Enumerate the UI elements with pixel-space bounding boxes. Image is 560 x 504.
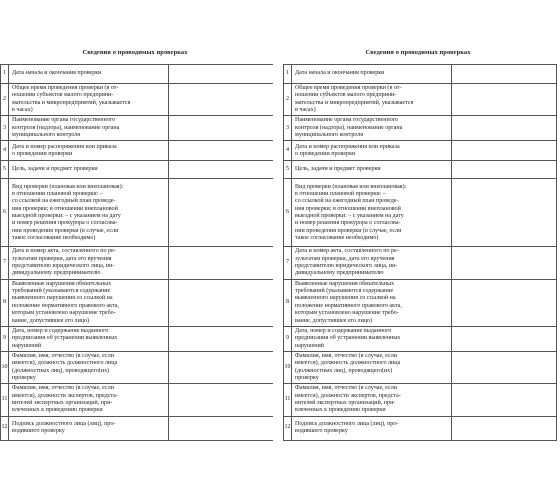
row-number: 10	[1, 351, 9, 383]
row-label	[292, 279, 452, 326]
entry-cell	[169, 116, 274, 141]
table-row	[1, 179, 274, 247]
row-label	[292, 247, 452, 279]
table-row	[1, 116, 274, 141]
row-label-line: выявленного нарушения со ссылкой на	[12, 295, 113, 302]
table-row	[284, 326, 557, 351]
row-label-line: Фамилия, имя, отчество (в случае, если	[295, 385, 397, 392]
row-number: 1	[1, 65, 9, 84]
row-label-line: контроля (надзора), наименование органа	[295, 124, 403, 131]
row-label-line: ношении субъектов малого предприни-	[295, 92, 397, 99]
row-label-line: зультатам проверки, дата его вручения	[295, 255, 395, 262]
row-label-line: в часах)	[295, 107, 316, 114]
row-label-line: (должностных лиц), проводящего(их)	[12, 367, 110, 374]
row-label-line: Наименование органа государственного	[295, 117, 399, 124]
row-label	[292, 65, 452, 84]
row-label-line: выездной проверки: – с указанием на дату	[12, 212, 121, 219]
table-row	[1, 84, 274, 116]
table-row	[284, 279, 557, 326]
row-label-line: со ссылкой на ежегодный план проведе-	[12, 198, 116, 205]
row-number: 4	[1, 141, 9, 161]
row-label-line: Цель, задачи и предмет проверки	[12, 166, 98, 173]
row-label	[9, 247, 169, 279]
row-label	[9, 141, 169, 161]
entry-cell	[452, 416, 557, 440]
row-label-line: Дата, номер и содержание выданного	[12, 327, 109, 334]
row-number: 8	[1, 279, 9, 326]
table-row	[1, 351, 274, 383]
row-label-line: представителю юридического лица, ин-	[12, 263, 115, 270]
row-label-line: имеется), должности экспертов, предста-	[295, 392, 401, 399]
row-label-line: водившего проверку	[295, 428, 348, 435]
row-label	[292, 161, 452, 179]
entry-cell	[452, 116, 557, 141]
row-label-line: и номер решения прокурора о согласова-	[12, 220, 118, 227]
row-label-line: мательства и микропредприятий, указывается	[295, 99, 414, 106]
row-label	[9, 384, 169, 416]
row-label-line: требований (указываются содержание	[12, 288, 111, 295]
row-label-line: и номер решения прокурора о согласова-	[295, 220, 401, 227]
inspection-table	[0, 64, 274, 441]
entry-cell	[169, 384, 274, 416]
table-row	[284, 161, 557, 179]
row-label-line: влеченных к проведению проверки	[12, 407, 103, 414]
row-label-line: контроля (надзора), наименование органа	[12, 124, 120, 131]
table-row	[284, 179, 557, 247]
row-label-line: муниципального контроля	[12, 132, 81, 139]
table-row	[1, 161, 274, 179]
row-label-line: Вид проверки (плановая или внеплановая):	[295, 183, 407, 190]
table-row	[284, 416, 557, 440]
page-gutter	[273, 0, 283, 504]
row-label-line: предписания об устранении выявленных	[295, 335, 401, 342]
form-title: Сведения о проводимых проверках	[365, 49, 471, 56]
table-row	[1, 416, 274, 440]
entry-cell	[169, 279, 274, 326]
entry-cell	[169, 326, 274, 351]
row-label-line: выездной проверки: – с указанием на дату	[295, 212, 404, 219]
row-label-line: имеется), должность должностного лица	[12, 360, 118, 367]
row-label-line: мательства и микропредприятий, указывается	[12, 99, 131, 106]
row-label-line: вание, допустившее его лицо)	[295, 317, 373, 324]
entry-cell	[452, 351, 557, 383]
row-number: 6	[284, 179, 292, 247]
entry-cell	[169, 179, 274, 247]
entry-cell	[452, 84, 557, 116]
row-label-line: ния проверки; в отношении внеплановой	[12, 205, 118, 212]
row-number: 9	[1, 326, 9, 351]
row-label-line: дивидуальному предпринимателю	[295, 270, 384, 277]
row-label-line: имеется), должности экспертов, предста-	[12, 392, 118, 399]
entry-cell	[452, 279, 557, 326]
row-number: 10	[284, 351, 292, 383]
row-label-line: (должностных лиц), проводящего(их)	[295, 367, 393, 374]
entry-cell	[169, 141, 274, 161]
row-label-line: со ссылкой на ежегодный план проведе-	[295, 198, 399, 205]
row-label-line: Фамилия, имя, отчество (в случае, если	[12, 385, 114, 392]
row-label-line: Дата начала и окончания проверки	[295, 70, 385, 77]
table-row	[1, 384, 274, 416]
row-label-line: в часах)	[12, 107, 33, 114]
row-label	[9, 351, 169, 383]
row-label-line: нарушений	[12, 342, 41, 349]
entry-cell	[452, 179, 557, 247]
row-label-line: влеченных к проведению проверки	[295, 407, 386, 414]
row-label-line: Фамилия, имя, отчество (в случае, если	[12, 352, 114, 359]
row-number: 12	[1, 416, 9, 440]
row-label-line: предписания об устранении выявленных	[12, 335, 118, 342]
row-number: 11	[1, 384, 9, 416]
table-row	[284, 384, 557, 416]
row-number: 4	[284, 141, 292, 161]
entry-cell	[169, 247, 274, 279]
row-label-line: Общее время проведения проверки (в от-	[295, 85, 402, 91]
entry-cell	[452, 326, 557, 351]
form-page-right	[283, 0, 553, 504]
entry-cell	[452, 141, 557, 161]
row-label-line: о проведении проверки	[295, 150, 356, 157]
row-label-line: положение нормативного правового акта,	[295, 302, 402, 309]
form-page-left	[0, 0, 270, 504]
row-label-line: Подпись должностного лица (лиц), про-	[12, 420, 116, 427]
table-row	[1, 65, 274, 84]
row-label-line: Дата, номер и содержание выданного	[295, 327, 392, 334]
table-row	[1, 279, 274, 326]
row-label-line: зультатам проверки, дата его вручения	[12, 255, 112, 262]
row-label	[9, 116, 169, 141]
row-label-line: которым установлено нарушение требо-	[295, 310, 399, 317]
entry-cell	[169, 161, 274, 179]
row-label-line: представителю юридического лица, ин-	[295, 263, 398, 270]
row-number: 11	[284, 384, 292, 416]
entry-cell	[452, 161, 557, 179]
row-label-line: Вид проверки (плановая или внеплановая):	[12, 183, 124, 190]
row-label-line: Дата и номер акта, составленного по ре-	[295, 248, 399, 255]
row-label-line: Общее время проведения проверки (в от-	[12, 85, 119, 91]
row-label	[9, 161, 169, 179]
table-row	[284, 351, 557, 383]
row-label-line: Дата и номер акта, составленного по ре-	[12, 248, 116, 255]
row-number: 2	[284, 84, 292, 116]
row-label-line: в отношении плановой проверки: –	[12, 190, 103, 197]
table-row	[284, 247, 557, 279]
row-number: 7	[1, 247, 9, 279]
entry-cell	[169, 65, 274, 84]
row-label	[9, 65, 169, 84]
entry-cell	[169, 416, 274, 440]
row-number: 3	[284, 116, 292, 141]
table-row	[1, 141, 274, 161]
row-label-line: проверку	[295, 374, 319, 381]
row-label-line: Наименование органа государственного	[12, 117, 116, 124]
entry-cell	[169, 84, 274, 116]
row-label	[9, 279, 169, 326]
row-label-line: Выявленные нарушения обязательных	[295, 280, 395, 287]
row-label-line: водившего проверку	[12, 428, 65, 435]
row-label-line: Подпись должностного лица (лиц), про-	[295, 420, 399, 427]
form-title: Сведения о проводимых проверках	[82, 49, 188, 56]
table-row	[284, 141, 557, 161]
row-label-line: Цель, задачи и предмет проверки	[295, 166, 381, 173]
row-number: 1	[284, 65, 292, 84]
row-label	[292, 384, 452, 416]
table-row	[1, 326, 274, 351]
row-label-line: проверку	[12, 374, 36, 381]
row-number: 8	[284, 279, 292, 326]
row-label	[292, 84, 452, 116]
row-label	[292, 141, 452, 161]
row-number: 9	[284, 326, 292, 351]
row-number: 6	[1, 179, 9, 247]
table-row	[1, 247, 274, 279]
row-label-line: дивидуальному предпринимателю	[12, 270, 101, 277]
table-row	[284, 116, 557, 141]
row-label-line: которым установлено нарушение требо-	[12, 310, 116, 317]
row-label	[292, 326, 452, 351]
row-label-line: Дата начала и окончания проверки	[12, 70, 102, 77]
row-label	[292, 416, 452, 440]
row-label	[292, 116, 452, 141]
row-label	[9, 326, 169, 351]
row-label-line: Выявленные нарушения обязательных	[12, 280, 112, 287]
entry-cell	[452, 247, 557, 279]
row-label-line: такое согласование необходимо)	[295, 234, 379, 241]
row-label-line: требований (указываются содержание	[295, 288, 394, 295]
row-label	[9, 179, 169, 247]
entry-cell	[452, 65, 557, 84]
row-label-line: имеется), должность должностного лица	[295, 360, 401, 367]
row-label-line: такое согласование необходимо)	[12, 234, 96, 241]
row-label-line: ния проверки; в отношении внеплановой	[295, 205, 401, 212]
row-label-line: вание, допустившее его лицо)	[12, 317, 90, 324]
row-number: 3	[1, 116, 9, 141]
row-label-line: вителей экспертных организаций, при-	[295, 399, 396, 406]
row-label-line: в отношении плановой проверки: –	[295, 190, 386, 197]
table-row	[284, 65, 557, 84]
row-label-line: о проведении проверки	[12, 150, 73, 157]
row-number: 12	[284, 416, 292, 440]
entry-cell	[169, 351, 274, 383]
table-row	[284, 84, 557, 116]
row-label-line: нарушений	[295, 342, 324, 349]
row-number: 2	[1, 84, 9, 116]
row-label-line: Фамилия, имя, отчество (в случае, если	[295, 352, 397, 359]
row-label-line: нии проведения проверки (в случае, если	[295, 227, 402, 234]
row-label	[292, 179, 452, 247]
row-label-line: вителей экспертных организаций, при-	[12, 399, 113, 406]
row-label-line: муниципального контроля	[295, 132, 364, 139]
row-label-line: нии проведения проверки (в случае, если	[12, 227, 119, 234]
row-label	[292, 351, 452, 383]
row-label-line: положение нормативного правового акта,	[12, 302, 119, 309]
row-label	[9, 84, 169, 116]
inspection-table	[283, 64, 557, 441]
row-number: 5	[1, 161, 9, 179]
row-number: 7	[284, 247, 292, 279]
row-label-line: Дата и номер распоряжения или приказа	[12, 143, 117, 150]
row-label	[9, 416, 169, 440]
entry-cell	[452, 384, 557, 416]
row-number: 5	[284, 161, 292, 179]
row-label-line: выявленного нарушения со ссылкой на	[295, 295, 396, 302]
row-label-line: Дата и номер распоряжения или приказа	[295, 143, 400, 150]
row-label-line: ношении субъектов малого предприни-	[12, 92, 114, 99]
